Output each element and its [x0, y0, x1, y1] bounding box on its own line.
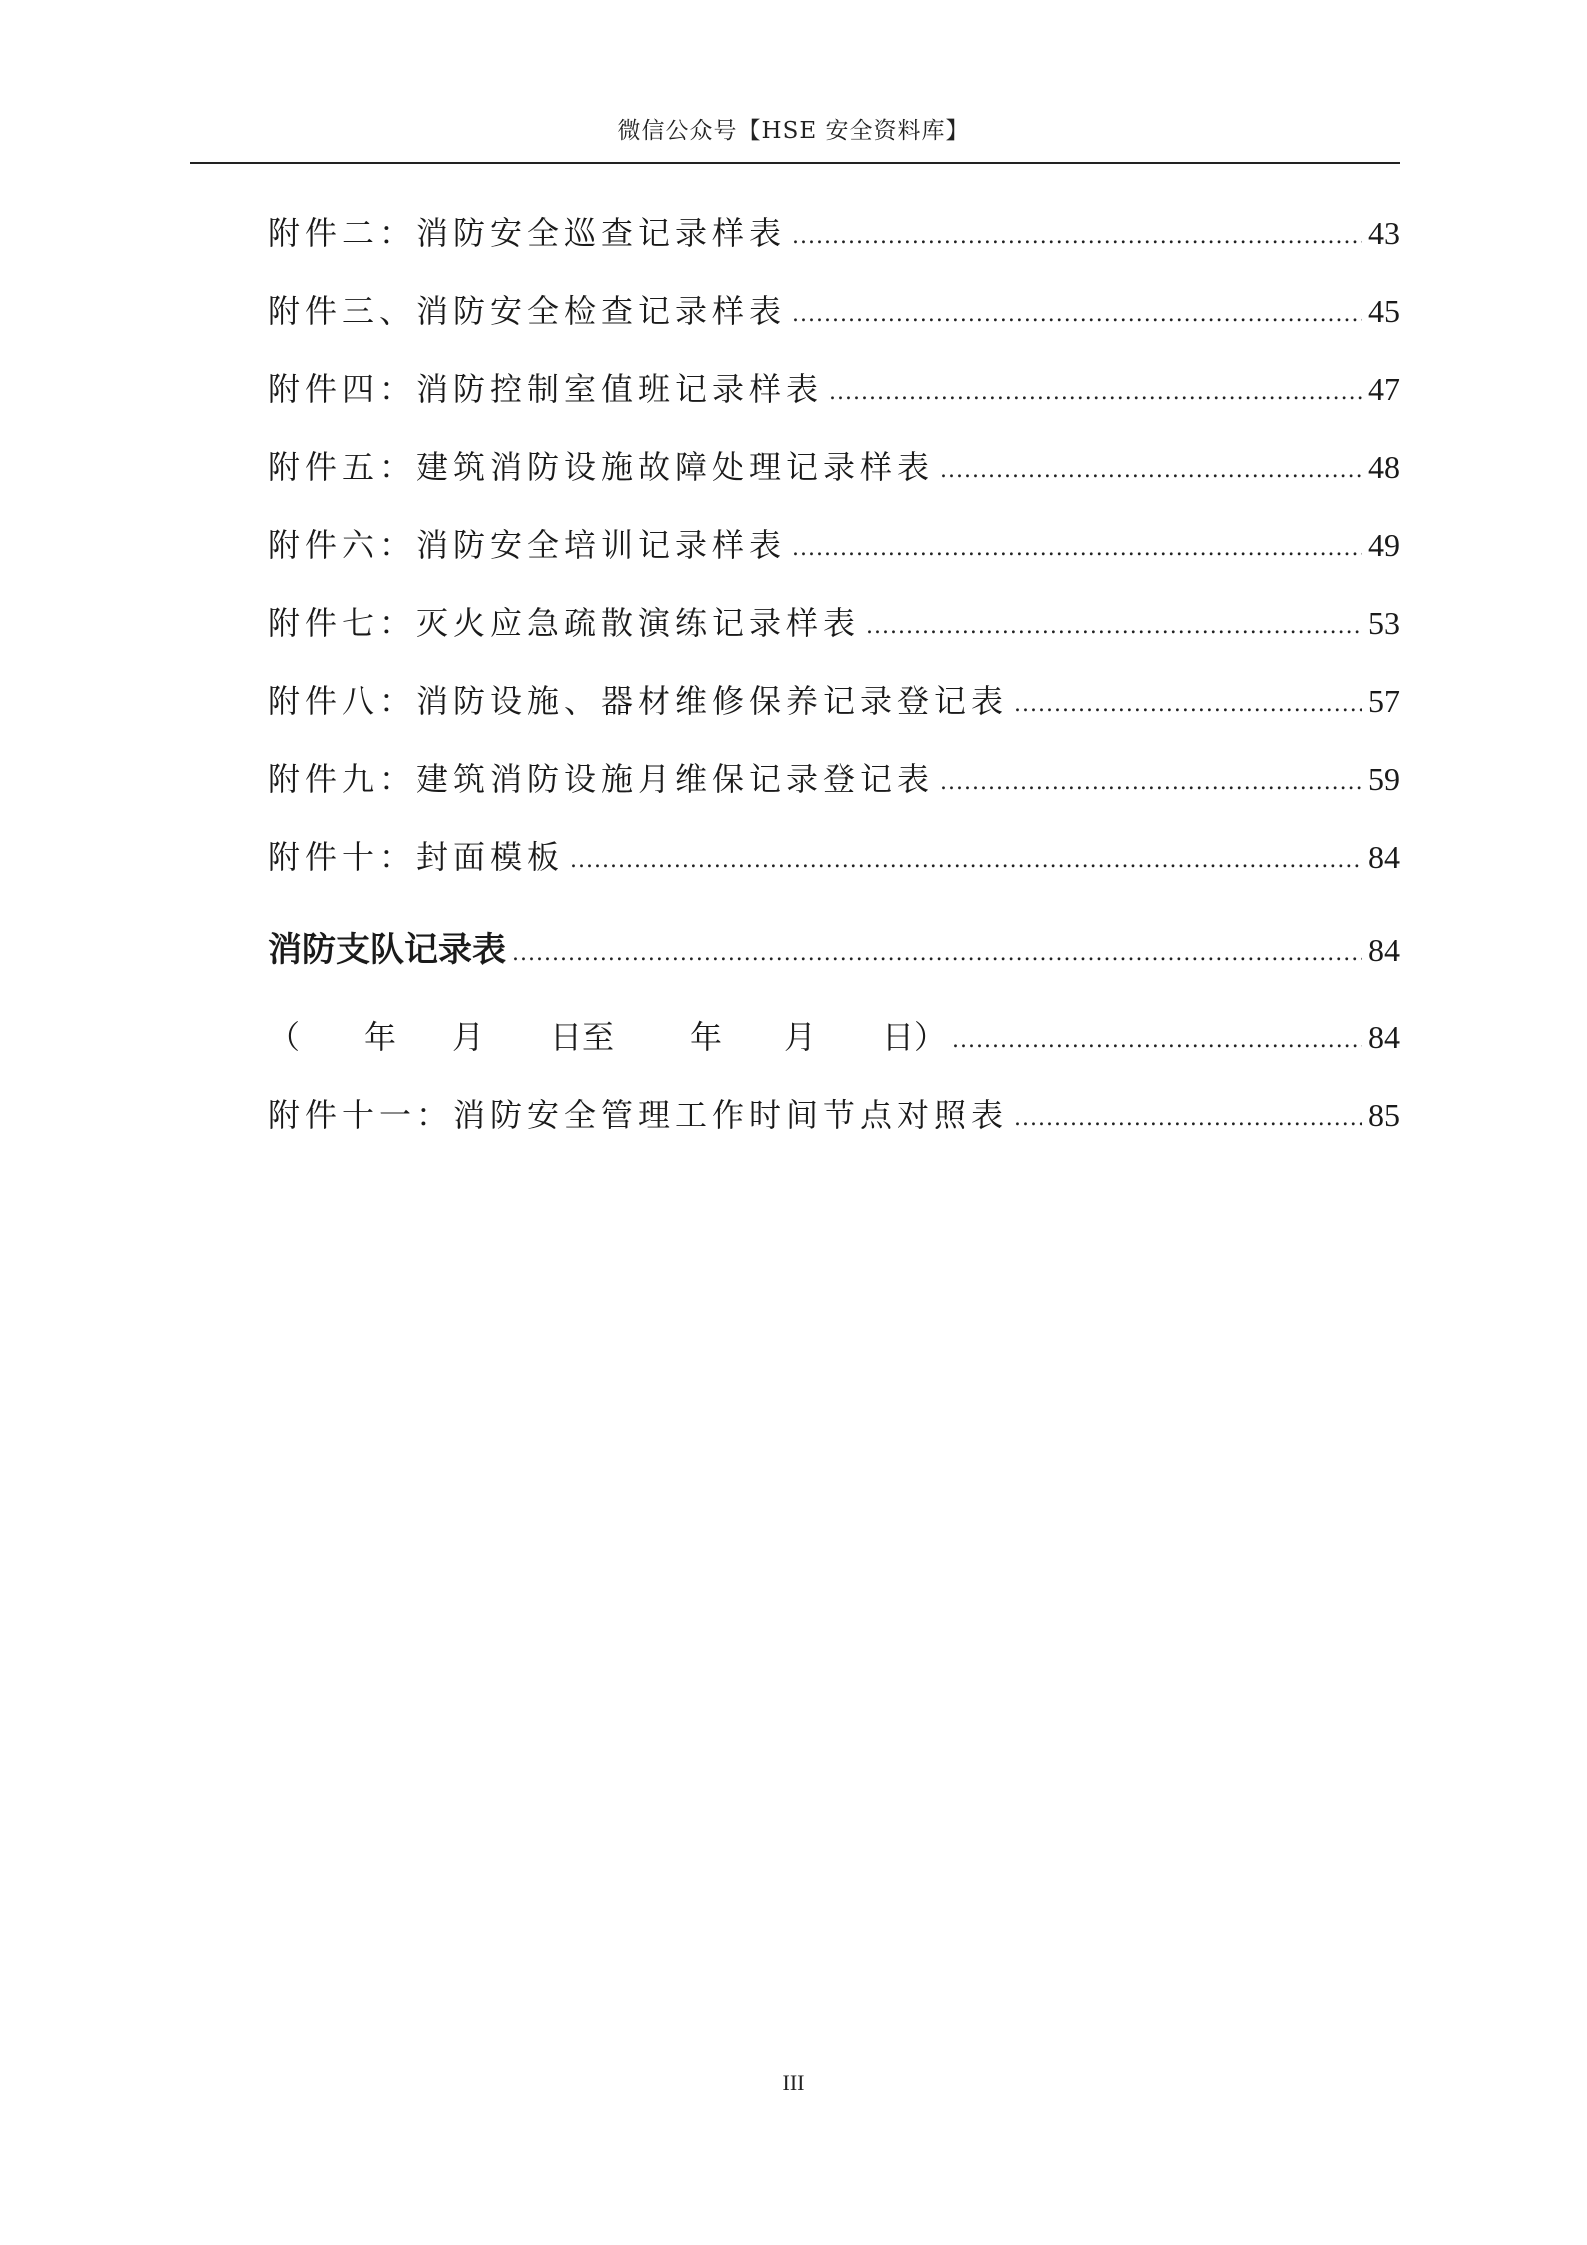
toc-entry-page: 84	[1368, 839, 1400, 875]
toc-dot-leader	[1014, 1106, 1362, 1131]
toc-entry-page: 59	[1368, 761, 1400, 797]
toc-dot-leader	[792, 224, 1362, 249]
page-number: III	[782, 2070, 805, 2095]
date-open-paren: （	[268, 1018, 301, 1056]
toc-dot-leader	[570, 848, 1362, 873]
toc-entry-page: 84	[1368, 1019, 1400, 1055]
toc-entry[interactable]	[268, 676, 1400, 722]
toc-entry[interactable]	[268, 1090, 1400, 1136]
toc-dot-leader	[952, 1028, 1362, 1053]
date-day-close-label: 日）	[882, 1018, 947, 1056]
toc-entry[interactable]	[268, 832, 1400, 878]
toc-entry-page: 85	[1368, 1097, 1400, 1133]
toc-entry-page: 57	[1368, 683, 1400, 719]
toc-dot-leader	[792, 302, 1362, 327]
toc-entry-page: 53	[1368, 605, 1400, 641]
toc-entry-date-range[interactable]	[268, 1012, 1400, 1058]
date-month-label: 月	[784, 1018, 817, 1056]
toc-entry-title	[268, 1012, 946, 1058]
toc-entry[interactable]	[268, 442, 1400, 488]
toc-entry-page: 47	[1368, 371, 1400, 407]
toc-dot-leader	[940, 770, 1362, 795]
toc-entry-page: 84	[1368, 932, 1400, 968]
toc-dot-leader	[866, 614, 1362, 639]
toc-entry-title: 附件七：灭火应急疏散演练记录样表	[268, 604, 861, 642]
toc-dot-leader	[829, 380, 1362, 405]
date-year-label: 年	[364, 1018, 397, 1056]
toc-entry[interactable]	[268, 598, 1400, 644]
toc-entry[interactable]	[268, 364, 1400, 410]
toc-entry-page: 49	[1368, 527, 1400, 563]
toc-entry[interactable]	[268, 754, 1400, 800]
toc-entry[interactable]	[268, 520, 1400, 566]
date-day-to-label: 日至	[550, 1018, 615, 1056]
toc-entry-title: 附件五：建筑消防设施故障处理记录样表	[268, 448, 935, 486]
toc-dot-leader	[512, 941, 1362, 966]
date-month-label: 月	[452, 1018, 485, 1056]
toc-entry-page: 43	[1368, 215, 1400, 251]
toc-entry-title: 附件十：封面模板	[268, 838, 565, 876]
toc-entry-title: 附件九：建筑消防设施月维保记录登记表	[268, 760, 935, 798]
toc-dot-leader	[792, 536, 1362, 561]
toc-entry-title: 附件四：消防控制室值班记录样表	[268, 370, 824, 408]
toc-dot-leader	[940, 458, 1362, 483]
header-rule	[190, 162, 1400, 164]
toc-entry[interactable]	[268, 286, 1400, 332]
toc-entry-page: 45	[1368, 293, 1400, 329]
page-header: 微信公众号【HSE 安全资料库】	[617, 118, 970, 144]
date-year-label: 年	[690, 1018, 723, 1056]
toc-entry[interactable]	[268, 208, 1400, 254]
toc-entry-title: 附件六：消防安全培训记录样表	[268, 526, 787, 564]
toc-dot-leader	[1014, 692, 1362, 717]
toc-entry-title: 附件二：消防安全巡查记录样表	[268, 214, 787, 252]
toc-entry-page: 48	[1368, 449, 1400, 485]
toc-entry-title: 附件三、消防安全检查记录样表	[268, 292, 787, 330]
toc-entry-title: 消防支队记录表	[268, 930, 506, 970]
toc-entry-title: 附件十一：消防安全管理工作时间节点对照表	[268, 1096, 1009, 1134]
toc-entry-title: 附件八：消防设施、器材维修保养记录登记表	[268, 682, 1009, 720]
toc-entry-heading[interactable]	[268, 922, 1400, 971]
